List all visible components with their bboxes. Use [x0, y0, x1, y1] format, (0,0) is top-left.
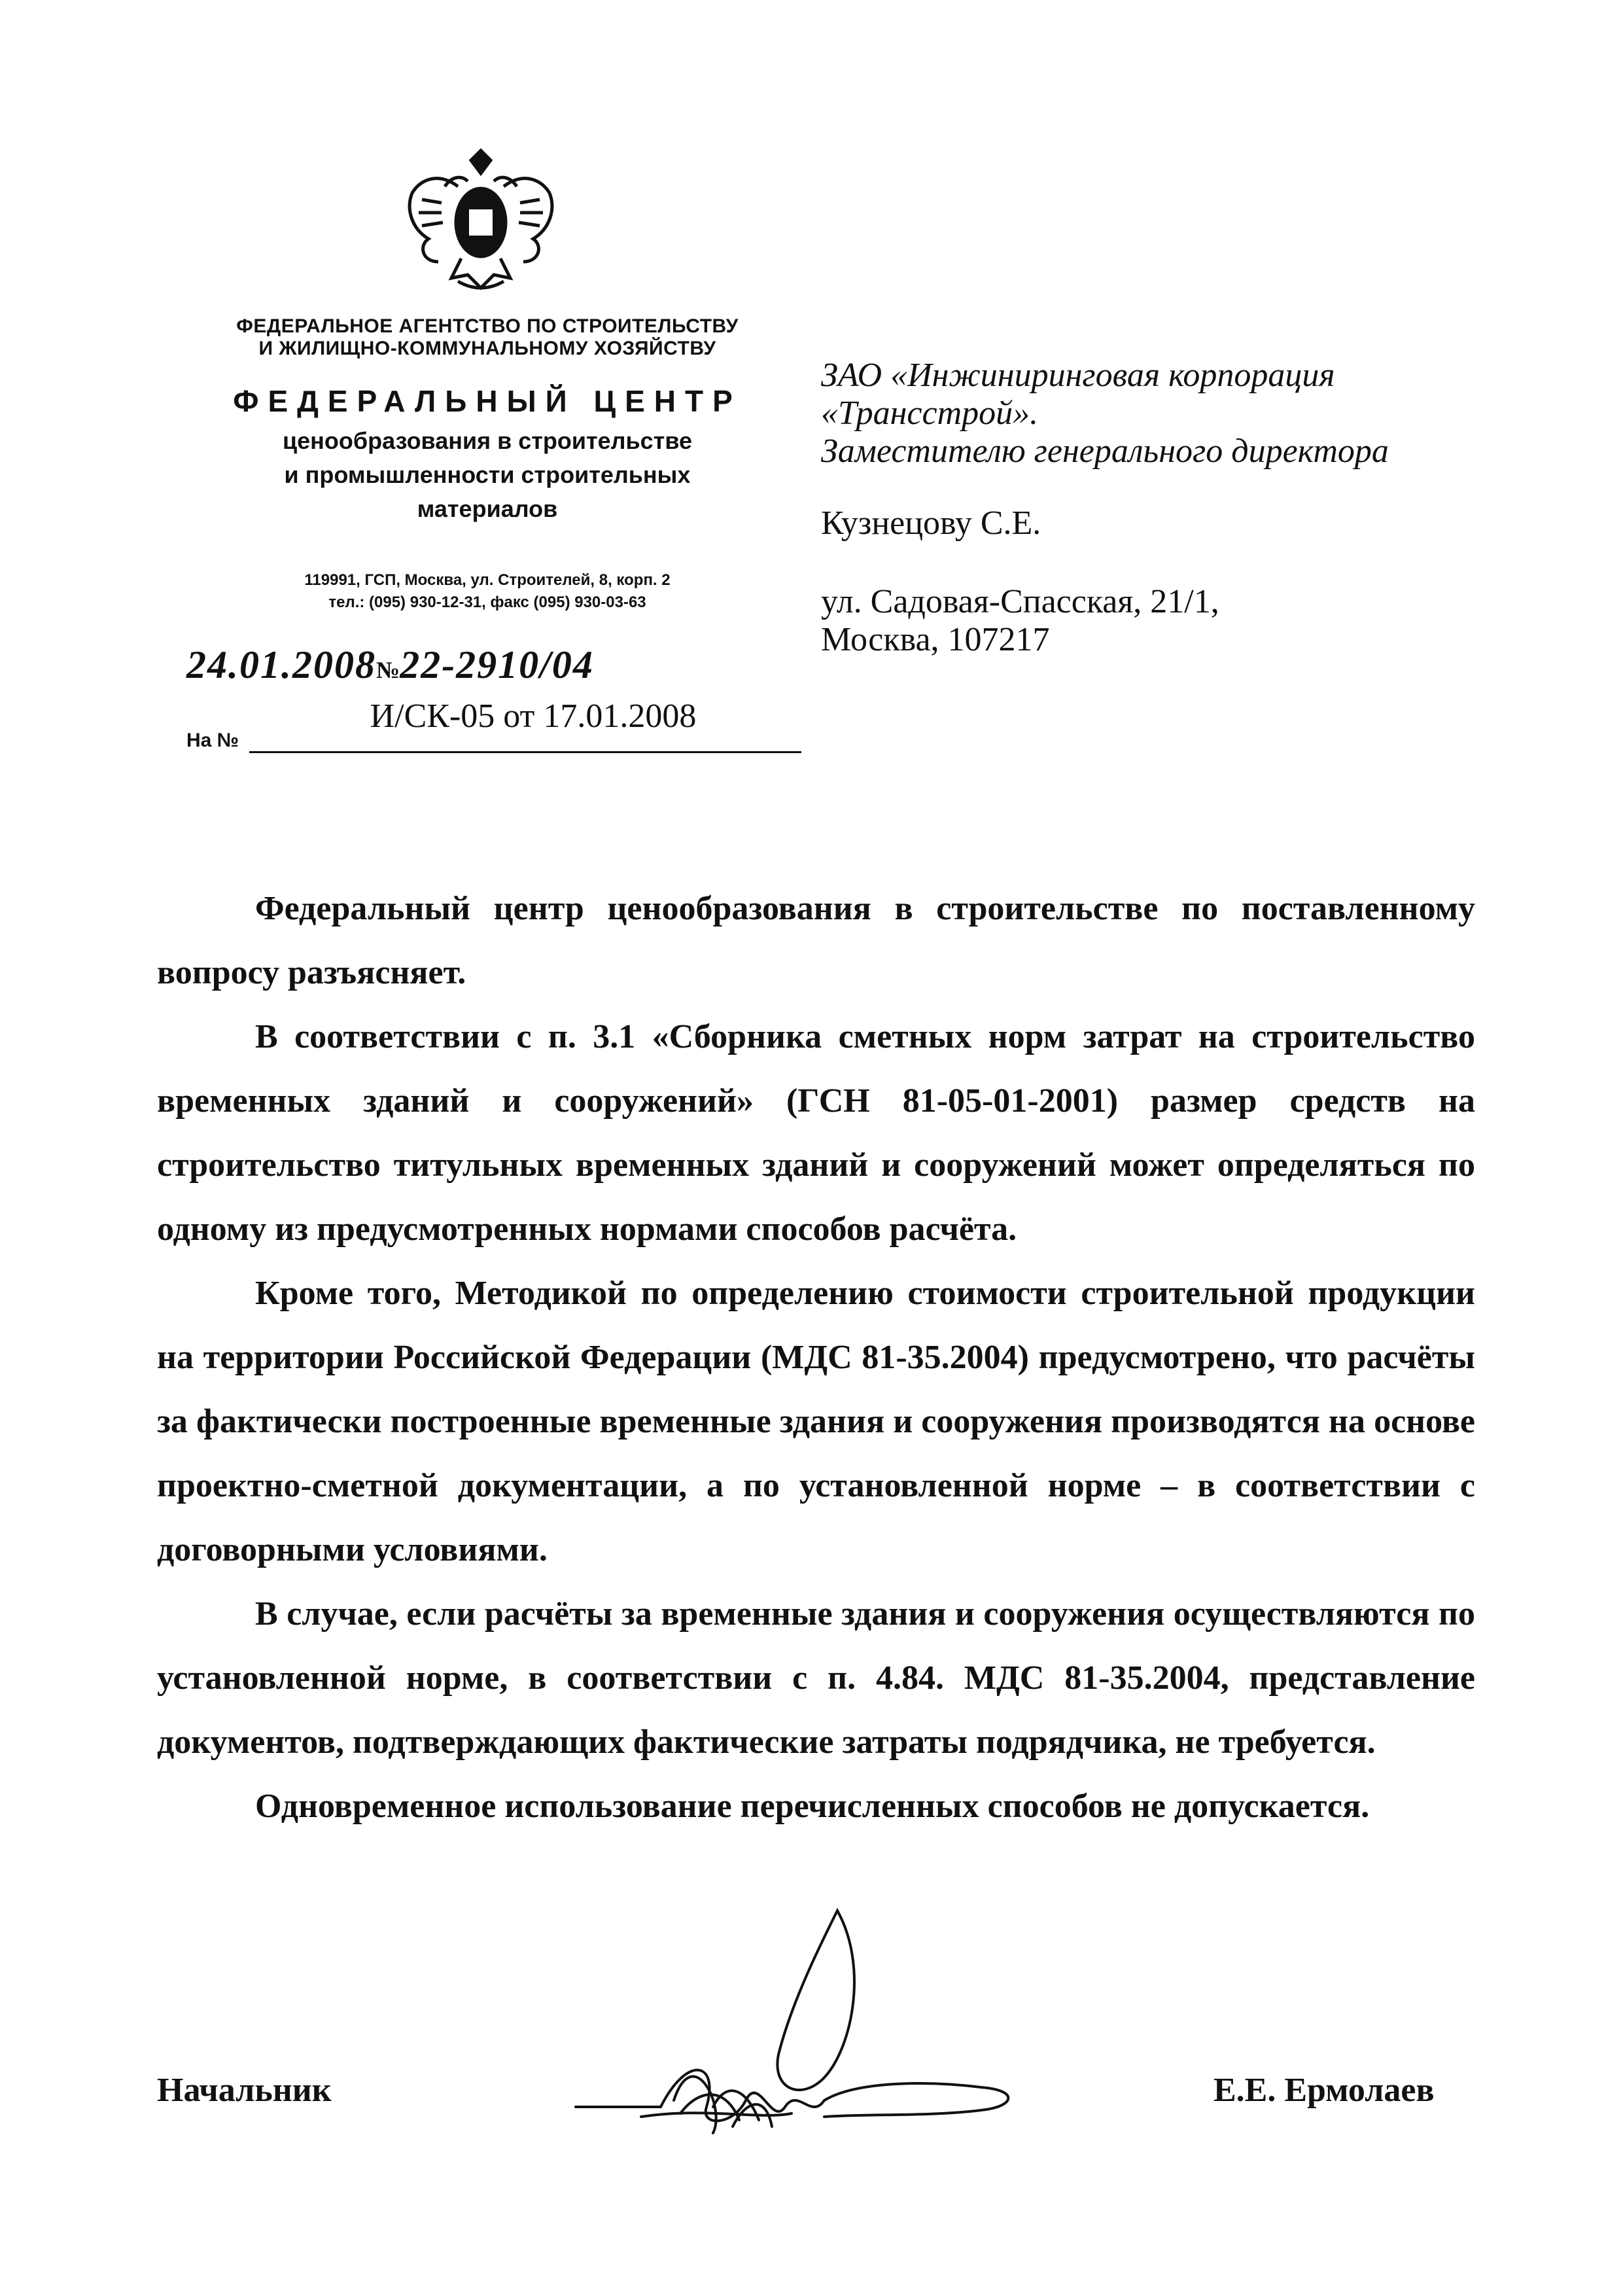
- body-paragraph: Одновременное использование перечисленных способов не допускается.: [255, 1788, 1370, 1825]
- body-paragraph: Федеральный центр ценообразования в строительстве по поставленному вопросу разъясняет.: [157, 890, 1475, 991]
- letter-body: [157, 877, 1475, 1839]
- reply-reference: [186, 697, 801, 756]
- body-paragraph: В соответствии с п. 3.1 «Сборника сметных норм затрат на строительство временных зданий и сооружений» (ГСН 81-05-01-2001) размер средств на строительство титульных временных зданий и сооружений может определяться по одному из предусмотренных нормами способов расчёта.: [157, 1018, 1475, 1248]
- body-paragraph: Кроме того, Методикой по определению стоимости строительной продукции на территории Российской Федерации (МДС 81-35.2004) предусмотрено, что расчёты за фактически построенные временные здания и сооружения производятся на основе проектно-сметной документации, а по установленной норме – в соответствии с договорными условиями.: [157, 1275, 1475, 1568]
- reply-value: И/СК-05 от 17.01.2008: [370, 698, 697, 735]
- outgoing-date: 24.01.2008: [186, 643, 376, 686]
- signatory-name: Е.Е. Ермолаев: [1213, 2072, 1435, 2109]
- outgoing-reference: [186, 645, 801, 685]
- addressee-name: Кузнецову С.Е.: [821, 504, 1041, 542]
- center-sub-line-1: ценообразования в строительстве: [283, 427, 692, 454]
- coat-of-arms-emblem: [396, 147, 566, 294]
- outgoing-number: 22-2910/04: [400, 643, 594, 686]
- reply-underline: [249, 751, 801, 753]
- center-sub-line-2: и промышленности строительных: [284, 461, 691, 488]
- addressee-city: Москва, 107217: [821, 621, 1050, 658]
- letterhead-center-title: ФЕДЕРАЛЬНЫЙ ЦЕНТР: [233, 384, 742, 418]
- signatory-title: Начальник: [157, 2072, 332, 2109]
- addressee-company-line-2: «Трансстрой».: [821, 395, 1039, 432]
- reply-label: На №: [186, 730, 239, 751]
- addressee-position: Заместителю генерального директора: [821, 433, 1389, 470]
- letterhead-agency: [196, 315, 778, 360]
- addressee-company-line-1: ЗАО «Инжиниринговая корпорация: [821, 357, 1335, 394]
- body-paragraph: В случае, если расчёты за временные здания и сооружения осуществляются по установленной норме, в соответствии с п. 4.84. МДС 81-35.2004, представление документов, подтверждающих фактические затраты подрядчика, не требуется.: [157, 1595, 1475, 1761]
- agency-line-1: ФЕДЕРАЛЬНОЕ АГЕНТСТВО ПО СТРОИТЕЛЬСТВУ: [236, 315, 739, 337]
- number-sign: №: [376, 657, 400, 683]
- letterhead-contacts: [196, 569, 778, 614]
- letterhead-address: 119991, ГСП, Москва, ул. Строителей, 8, корп. 2: [304, 571, 671, 589]
- addressee-block: [821, 357, 1593, 659]
- handwritten-signature: [563, 1891, 1060, 2166]
- center-sub-line-3: материалов: [417, 495, 558, 522]
- letterhead-phone: тел.: (095) 930-12-31, факс (095) 930-03-63: [328, 593, 646, 611]
- letterhead-center-subtitle: [196, 424, 778, 526]
- agency-line-2: И ЖИЛИЩНО-КОММУНАЛЬНОМУ ХОЗЯЙСТВУ: [258, 338, 716, 359]
- addressee-street: ул. Садовая-Спасская, 21/1,: [821, 583, 1219, 620]
